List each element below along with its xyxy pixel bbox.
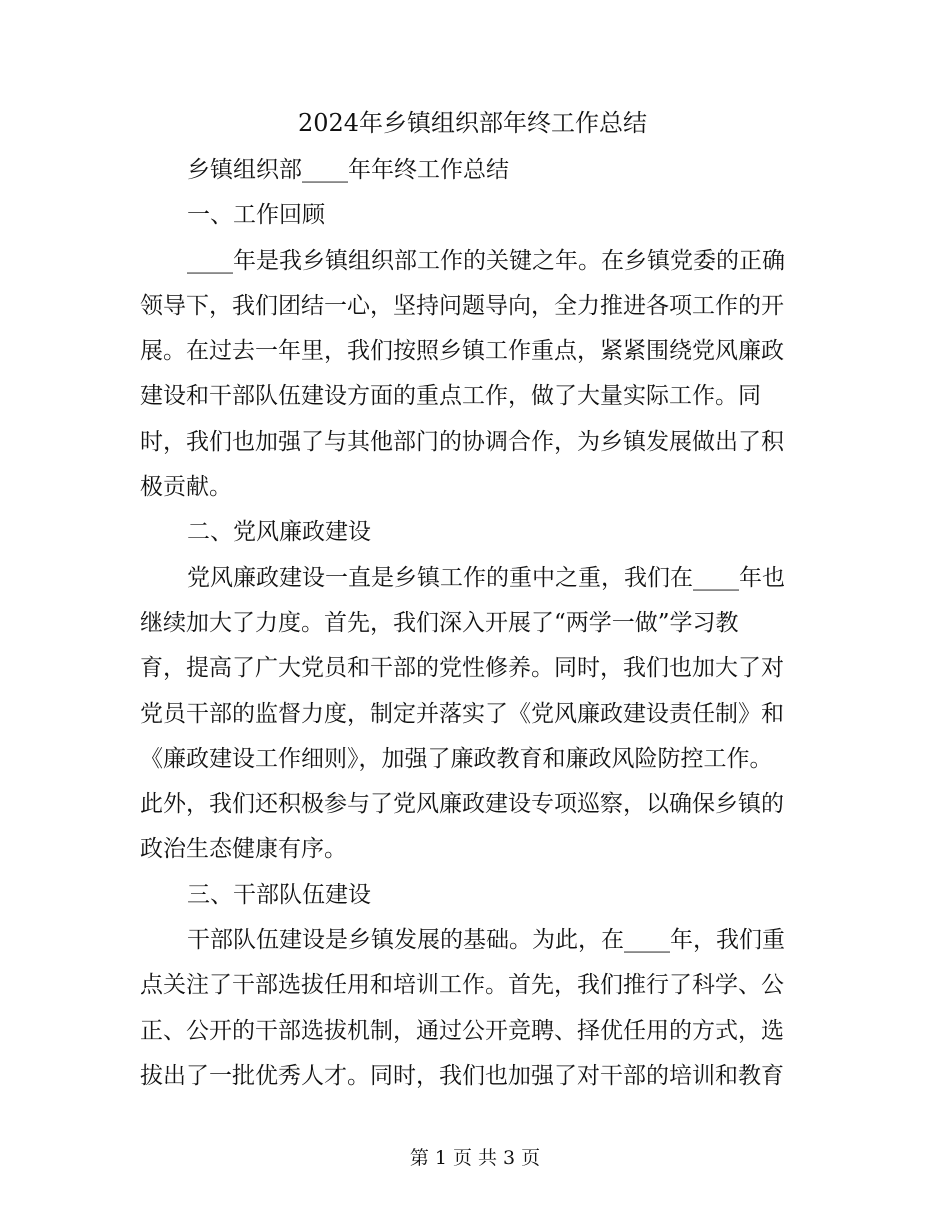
body-line: 育，提高了广大党员和干部的党性修养。同时，我们也加大了对	[140, 655, 784, 682]
body-line: 时，我们也加强了与其他部门的协调合作，为乡镇发展做出了积	[140, 428, 784, 455]
body-line: 党风廉政建设一直是乡镇工作的重中之重，我们在____年也	[187, 564, 785, 591]
body-line: 《廉政建设工作细则》，加强了廉政教育和廉政风险防控工作。	[140, 745, 773, 772]
body-line: 此外，我们还积极参与了党风廉政建设专项巡察，以确保乡镇的	[140, 791, 784, 818]
body-line: 党员干部的监督力度，制定并落实了《党风廉政建设责任制》和	[140, 700, 784, 727]
body-line: 乡镇组织部____年年终工作总结	[187, 157, 509, 183]
body-line: 点关注了干部选拔任用和培训工作。首先，我们推行了科学、公	[140, 972, 784, 999]
body-line: 三、干部队伍建设	[187, 881, 371, 908]
body-line: 继续加大了力度。首先，我们深入开展了“两学一做”学习教	[140, 609, 739, 636]
document-title: 2024年乡镇组织部年终工作总结	[297, 109, 648, 137]
body-line: ____年是我乡镇组织部工作的关键之年。在乡镇党委的正确	[187, 247, 785, 274]
body-line: 一、工作回顾	[187, 202, 325, 229]
body-line: 二、党风廉政建设	[187, 519, 371, 546]
body-line: 领导下，我们团结一心，坚持问题导向，全力推进各项工作的开	[140, 292, 784, 319]
body-line: 极贡献。	[140, 474, 232, 501]
body-line: 干部队伍建设是乡镇发展的基础。为此，在____年，我们重	[187, 927, 785, 954]
document-body	[140, 148, 805, 1099]
body-line: 建设和干部队伍建设方面的重点工作，做了大量实际工作。同	[140, 383, 761, 410]
body-line: 政治生态健康有序。	[140, 836, 347, 863]
page-footer: 第 1 页 共 3 页	[409, 1147, 541, 1169]
body-line: 拔出了一批优秀人才。同时，我们也加强了对干部的培训和教育	[140, 1062, 784, 1089]
body-line: 正、公开的干部选拔机制，通过公开竞聘、择优任用的方式，选	[140, 1017, 784, 1044]
body-line: 展。在过去一年里，我们按照乡镇工作重点，紧紧围绕党风廉政	[140, 338, 784, 365]
